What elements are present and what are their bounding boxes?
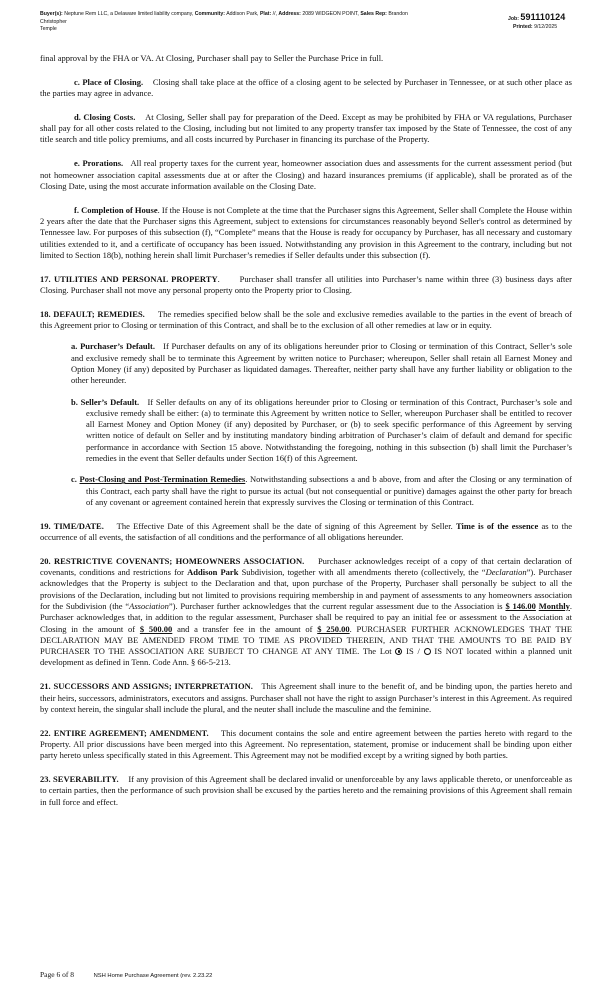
section-16c-place-of-closing xyxy=(40,77,572,100)
section-20-restrictive-covenants: 20. RESTRICTIVE COVENANTS; HOMEOWNERS ASSOCIATION. Purchaser acknowledges receipt of a copy of that certain declaration of covenants, conditions and restrictions for Addison Park Subdivision, together with all amendments thereto (collectively, the “Declaration”). Purchaser acknowledges that the Property is subject to the Declaration and that, upon purchase of the Property, Purchaser shall personally be subject to all the provisions of the Declaration, including but not limited to provisions requiring membership in and payment of assessments to any homeowners association for the Subdivision (the “Association”). Purchaser further acknowledges that the current regular assessment due to the Association is $ 146.00 Monthly. Purchaser acknowledges that, in addition to the regular assessment, Purchaser shall be required to pay an initial fee or assessment to the Association at Closing in the amount of $ 500.00 and a transfer fee in the amount of $ 250.00. PURCHASER FURTHER ACKNOWLEDGES THAT THE DECLARATION MAY BE AMENDED FROM TIME TO TIME AS PROVIDED THEREIN, AND THAT THE AMOUNTS TO BE PAID BY PURCHASER TO THE ASSOCIATION ARE SUBJECT TO CHANGE AT ANY TIME. The Lot IS / IS NOT located within a planned unit development as defined in Tenn. Code Ann. § 66-5-213. xyxy=(40,555,573,668)
section-heading: 17. UTILITIES AND PERSONAL PROPERTY xyxy=(40,273,218,284)
section-19-time-date: 19. TIME/DATE. The Effective Date of this Agreement shall be the date of signing of this Agreement by Seller. Time is of the essence as to the occurrence of all events, the satisfaction of all conditions and the performance of all obligations hereunder. xyxy=(40,520,573,542)
address-value: 2089 WIDGEON POINT, xyxy=(302,11,359,17)
hoa-transfer-fee: $ 250.00 xyxy=(317,623,350,634)
section-text: Closing shall take place at the office of a closing agent to be selected by Purchaser in Tennessee, or at such other place as the parties may agree in advance. xyxy=(40,76,572,99)
section-text: . If the House is not Complete at the time that the Purchaser signs this Agreement, Seller shall Complete the House within 2 years after the date that the Purchaser signs this Agreement, subject to extensions for circumstances reasonably beyond Seller's control as determined by Tennessee law. For purposes of this subsection (f), “Complete” means that the House is ready for occupancy by Purchaser, has all necessary and customary utilities extended to it, and a certificate of occupancy has been issued. Notwithstanding any provision in this Agreement to the contrary, including but not limited to Section 18(b), nothing herein shall limit Purchaser’s remedies if Seller defaults under this subsection (f). xyxy=(40,204,573,260)
community-label: Community: xyxy=(194,11,226,17)
section-16f-completion-of-house xyxy=(40,205,572,261)
section-heading: c. Place of Closing. xyxy=(74,76,144,87)
section-21-successors-assigns xyxy=(40,681,572,715)
section-18-default-remedies xyxy=(40,309,572,332)
section-text: All real property taxes for the current year, homeowner association dues and assessments for the current assessment period (but not homeowner association capital assessments due at or after the Closing) and hazard insurances premiums (if applicable), shall be prorated as of the Closing Date, using the most accurate information available on the Closing Date. xyxy=(40,158,572,191)
page-number: Page 6 of 8 xyxy=(40,970,74,979)
pud-is-radio[interactable] xyxy=(395,648,402,655)
section-23-severability xyxy=(40,774,572,808)
address-label: Address: xyxy=(278,11,301,17)
section-heading: b. Seller’s Default. xyxy=(71,396,140,407)
section-heading: 19. TIME/DATE. xyxy=(40,520,104,531)
section-text: Purchaser shall transfer all utilities into Purchaser’s name within three (3) business days after Closing. Purchaser shall not move any personal property onto the Property prior to Closing. xyxy=(40,273,573,295)
section-heading: Post-Closing and Post-Termination Remedies xyxy=(79,474,246,485)
section-text: This Agreement shall inure to the benefit of, and be binding upon, the parties hereto and their heirs, successors, administrators, executors and assigns. Purchaser shall not have the right to assign Purchaser’s interest in this Agreement. As required by context herein, the singular shall include the plural, and the neuter shall include the masculine and the feminine. xyxy=(40,681,572,714)
section-18c-post-closing-remedies: c. Post-Closing and Post-Termination Remedies. Notwithstanding subsections a and b above, from and after the Closing or any termination of this Contract, each party shall have the right to pursue its actual (but not consequential or punitive) damages against the other party for breach of any covenant or agreement contained herein that expressly survives the Closing or termination of this Contract. xyxy=(71,474,572,507)
section-heading: 23. SEVERABILITY. xyxy=(40,774,119,785)
buyers-label: Buyer(s): xyxy=(40,11,63,17)
job-number: 591110124 xyxy=(520,12,566,22)
section-text: If Purchaser defaults on any of its obligations hereunder prior to Closing or termination of this Contract, Seller’s sole and exclusive remedy shall be to terminate this Agreement by written notice to Purchaser; whereupon, Seller shall retain all Earnest Money and Option Money (if any) deposited by Purchaser as liquidated damages. Thereafter, neither party shall have any further liability or obligation to the other hereunder. xyxy=(71,341,572,386)
printed-label: Printed: xyxy=(513,24,533,31)
section-text: If Seller defaults on any of its obligations hereunder prior to Closing or termination of this Contract, Purchaser’s sole and exclusive remedy shall be either: (a) to terminate this Agreement by written notice to Seller, whereupon Purchaser shall be entitled to recover all Earnest Money and Option Money (if any) deposited by Purchaser, or (b) to seek specific performance of this Agreement by serving written notice of default on Seller and by instituting mandatory binding arbitration of Purchaser’s claim of default and demand for specific performance in accordance with Section 15 above. Notwithstanding the foregoing, nothing in this subsection (b) shall limit the Purchaser’s remedies in the event that Seller defaults under Section 16(f) of this Agreement. xyxy=(86,396,572,464)
plat-label: Plat: xyxy=(259,11,272,17)
section-heading: d. Closing Costs. xyxy=(74,111,136,122)
form-revision: NSH Home Purchase Agreement (rev. 2.23.22 xyxy=(93,973,213,979)
job-label: Job: xyxy=(508,16,519,22)
section-heading: 21. SUCCESSORS AND ASSIGNS; INTERPRETATION. xyxy=(40,681,253,692)
section-16e-prorations xyxy=(40,158,572,192)
job-info xyxy=(508,11,565,32)
sales-rep-label: Sales Rep: xyxy=(360,11,387,17)
section-text: . Notwithstanding subsections a and b above, from and after the Closing or any termination of this Contract, each party shall have the right to pursue its actual (but not consequential or punitive) damages against the other party for breach of any covenant or agreement contained herein that expressly survives the Closing or termination of this Contract. xyxy=(86,474,572,507)
pud-is-not-radio[interactable] xyxy=(424,648,431,655)
plat-value: //, xyxy=(272,11,277,17)
section-text: This document contains the sole and entire agreement between the parties hereto with regard to the Property. All prior discussions have been merged into this Agreement. No representation, statement, promise or inducement shall be binding upon either party hereto unless specifically stated in this Agreement. This Agreement may not be modified except by a writing signed by both parties. xyxy=(40,727,572,761)
section-text: At Closing, Seller shall pay for preparation of the Deed. Except as may be prohibited by FHA or VA regulations, Purchaser shall pay for all other costs related to the Closing, including but not limited to any property transfer tax imposed by the State of Tennessee, the cost of any title search and title policy premiums, and all costs incurred by Purchaser in financing its purchase of the Property. xyxy=(40,111,572,145)
sales-rep-value-cont: Temple xyxy=(40,26,57,33)
hoa-initial-fee: $ 500.00 xyxy=(139,623,173,634)
section-16d-closing-costs xyxy=(40,112,572,146)
community-name: Addison Park xyxy=(187,567,239,578)
printed-date: 9/12/2025 xyxy=(534,24,558,31)
section-heading: e. Prorations. xyxy=(74,158,124,169)
agreement-body xyxy=(40,53,572,820)
section-18b-seller-default xyxy=(71,397,572,465)
buyers-value: Neptune Rem LLC, a Delaware limited liability company, xyxy=(64,11,194,17)
section-text: The remedies specified below shall be the sole and exclusive remedies available to the parties in the event of breach of this Agreement prior to Closing or termination of this Contract, and shall be to the exclusion of all other remedies at law or in equity. xyxy=(40,308,573,331)
section-heading: 18. DEFAULT; REMEDIES. xyxy=(40,308,145,319)
sales-rep-value: Brandon Christopher xyxy=(40,11,408,25)
community-value: Addison Park, xyxy=(226,11,259,17)
document-header xyxy=(40,11,435,34)
hoa-assessment-frequency: Monthly xyxy=(538,600,570,611)
section-18a-purchaser-default xyxy=(71,341,572,386)
section-heading: a. Purchaser’s Default. xyxy=(71,341,155,352)
section-heading: f. Completion of House xyxy=(74,204,158,215)
section-heading: 20. RESTRICTIVE COVENANTS; HOMEOWNERS ASSOCIATION. xyxy=(40,555,305,566)
document-footer xyxy=(40,970,212,979)
paragraph-closing-continued: final approval by the FHA or VA. At Closing, Purchaser shall pay to Seller the Purchase Price in full. xyxy=(40,53,384,63)
section-text: If any provision of this Agreement shall be declared invalid or unenforceable by any laws applicable thereto, or unenforceable as to certain parties, then the performance of such provision shall be excused by the parties hereto and the remaining provisions of this Agreement shall remain in full force and effect. xyxy=(40,774,573,807)
hoa-assessment-amount: $ 146.00 xyxy=(505,600,536,611)
section-17-utilities: 17. UTILITIES AND PERSONAL PROPERTY. Purchaser shall transfer all utilities into Purchaser’s name within three (3) business days after Closing. Purchaser shall not move any personal property onto the Property prior to Closing. xyxy=(40,273,573,295)
section-heading: 22. ENTIRE AGREEMENT; AMENDMENT. xyxy=(40,727,209,738)
section-22-entire-agreement xyxy=(40,728,572,762)
